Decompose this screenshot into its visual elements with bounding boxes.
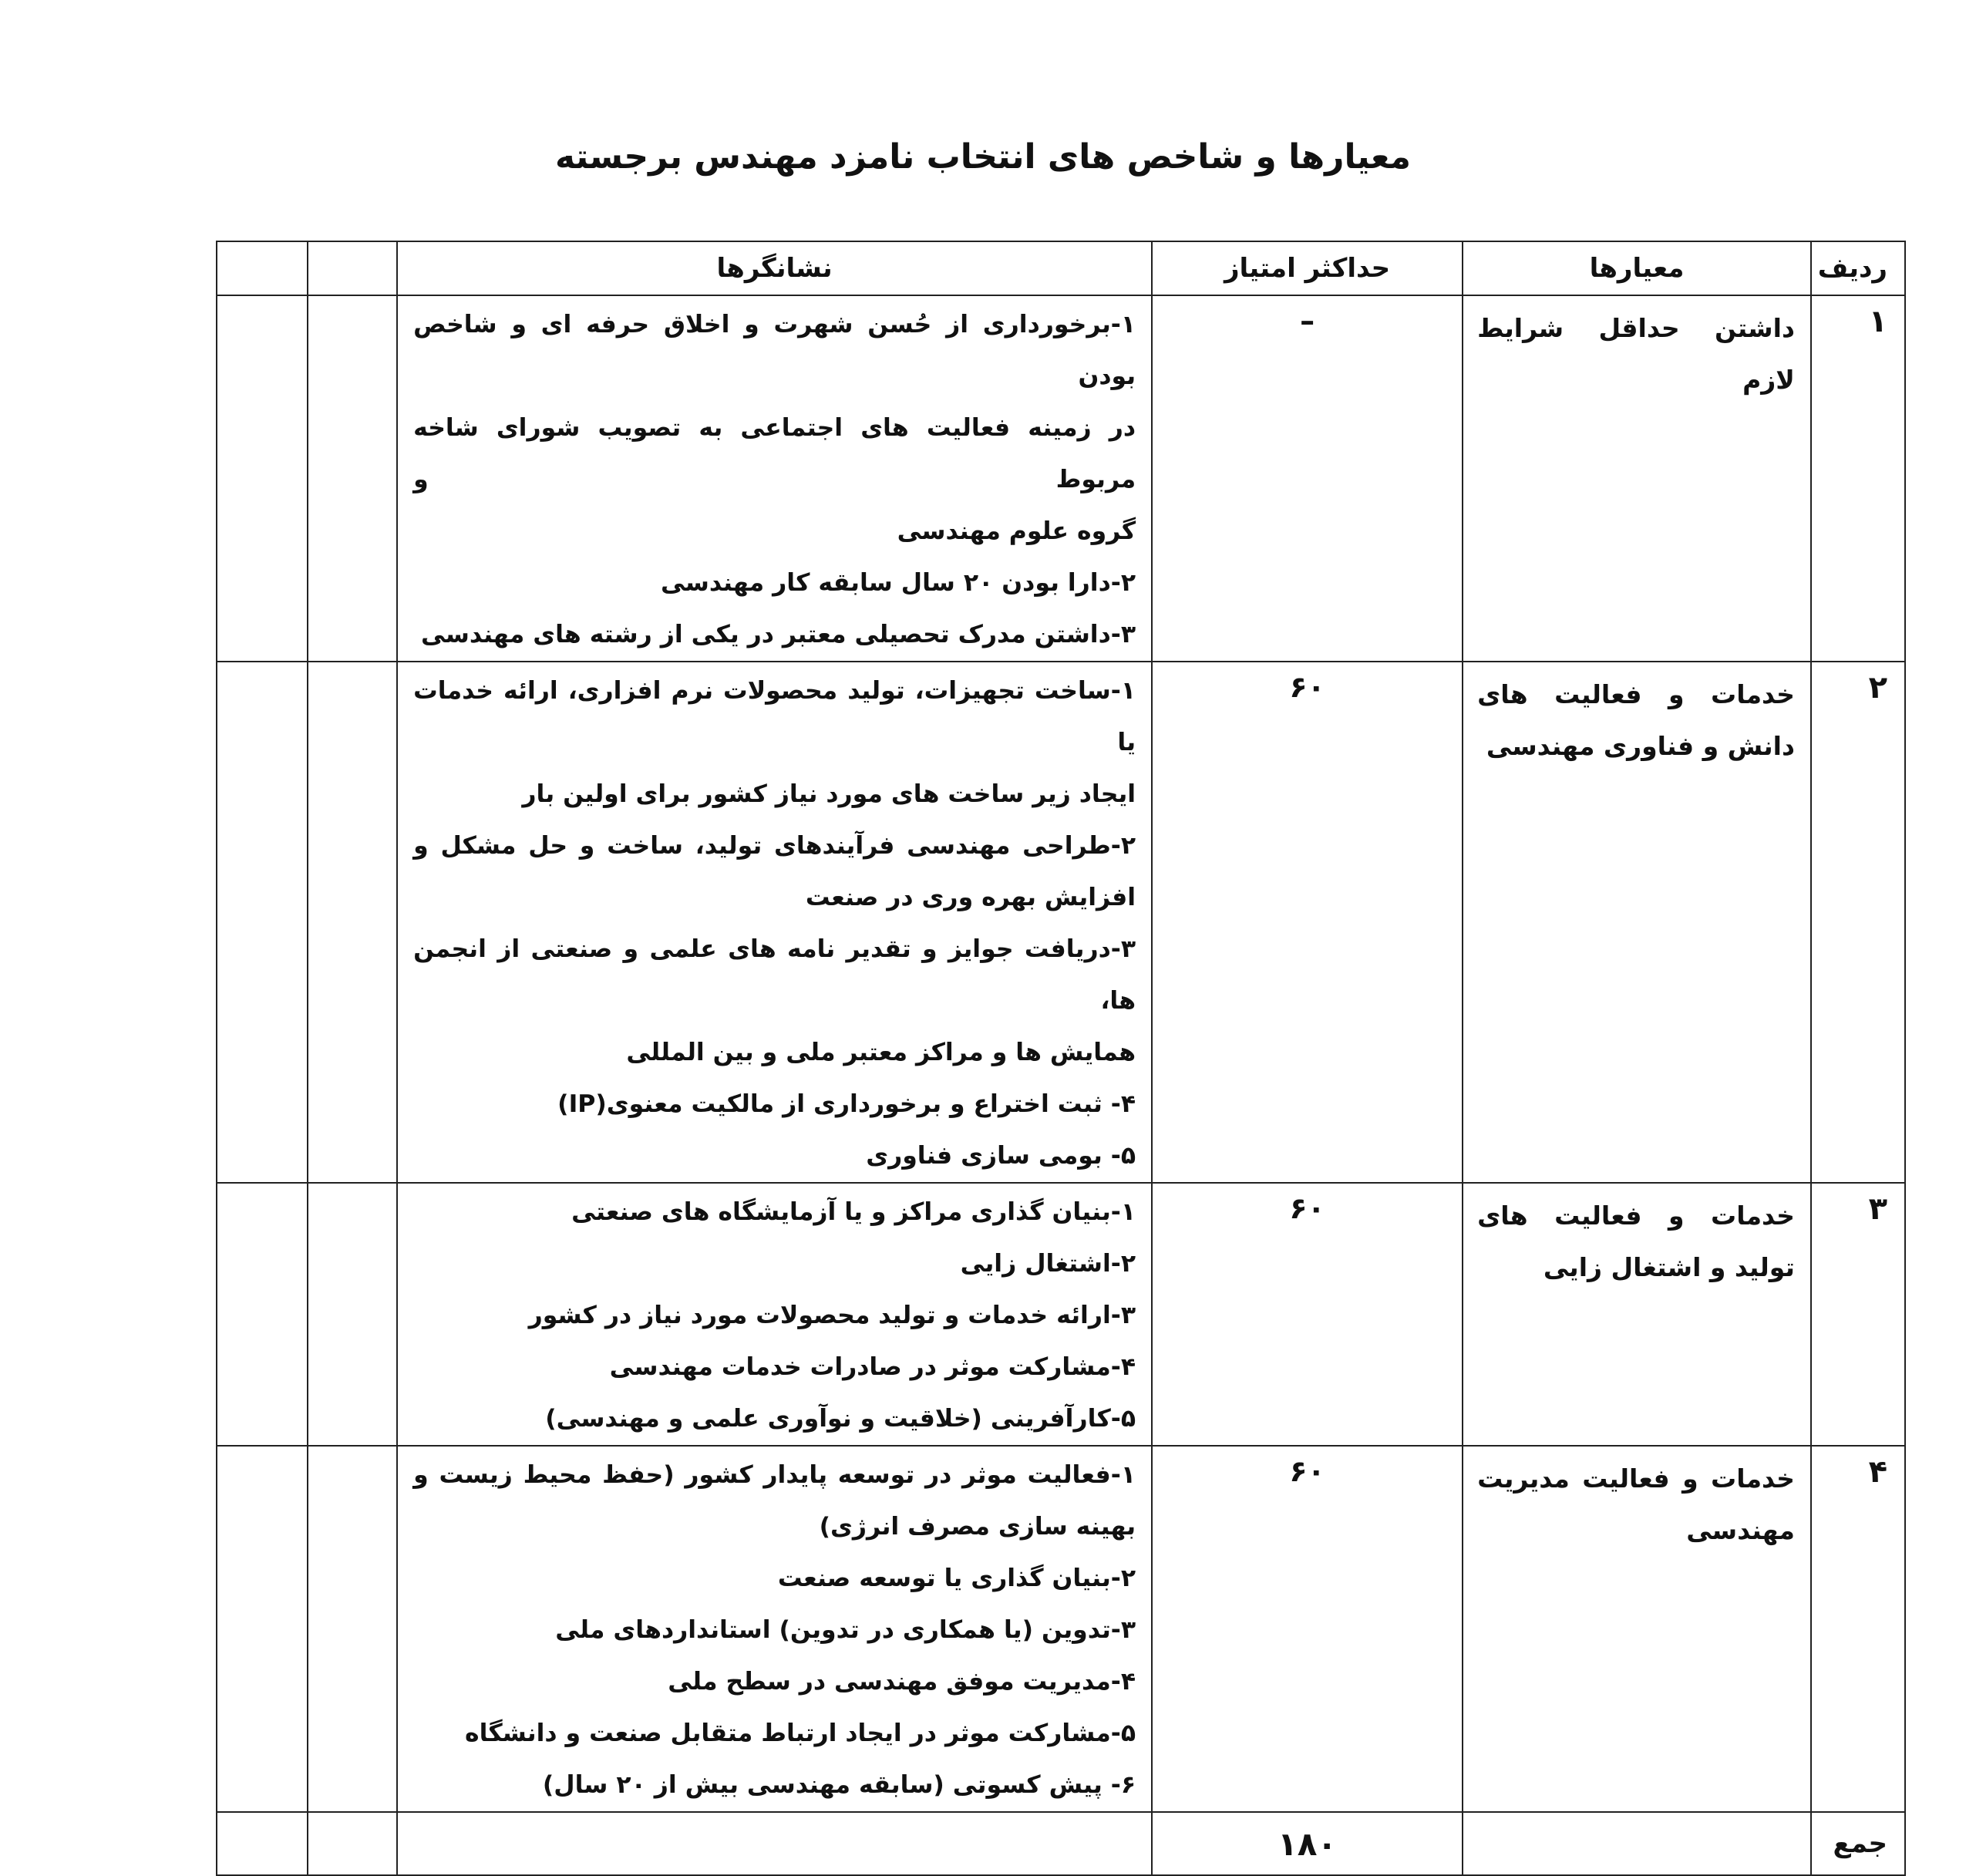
score-cell: ۶۰ <box>1152 662 1463 1183</box>
indicator-line: در زمینه فعالیت های اجتماعی به تصویب شورای شاخه مربوط و <box>413 414 1136 493</box>
empty-cell <box>308 1183 397 1446</box>
table-row <box>217 662 1905 1183</box>
score-cell: ۶۰ <box>1152 1446 1463 1812</box>
header-extra-2 <box>217 241 308 295</box>
indicator-line: گروه علوم مهندسی <box>897 517 1136 545</box>
empty-cell <box>217 295 308 662</box>
table-row <box>217 1183 1905 1446</box>
empty-cell <box>1463 1812 1811 1875</box>
indicator-line: ۵- بومی سازی فناوری <box>866 1142 1136 1170</box>
row-number: ۳ <box>1811 1183 1905 1446</box>
indicator-line: ۲-طراحی مهندسی فرآیندهای تولید، ساخت و حل مشکل و <box>413 832 1136 860</box>
empty-cell <box>217 1446 308 1812</box>
header-criteria: معیارها <box>1463 241 1811 295</box>
indicator-line: ۴- ثبت اختراع و برخورداری از مالکیت معنوی(IP) <box>557 1090 1136 1118</box>
empty-cell <box>308 1812 397 1875</box>
score-cell: – <box>1152 295 1463 662</box>
header-max-score: حداکثر امتیاز <box>1152 241 1463 295</box>
table-row <box>217 1446 1905 1812</box>
empty-cell <box>308 295 397 662</box>
criteria-table <box>216 241 1906 1876</box>
indicator-line: ۵-کارآفرینی (خلاقیت و نوآوری علمی و مهندسی) <box>545 1405 1136 1433</box>
indicator-line: ۱-ساخت تجهیزات، تولید محصولات نرم افزاری، ارائه خدمات یا <box>413 677 1136 756</box>
criteria-cell: داشتن حداقل شرایط لازم <box>1463 295 1811 662</box>
empty-cell <box>217 1812 308 1875</box>
indicator-line: ایجاد زیر ساخت های مورد نیاز کشور برای اولین بار <box>522 780 1136 808</box>
indicator-line: ۳-ارائه خدمات و تولید محصولات مورد نیاز در کشور <box>528 1302 1136 1329</box>
indicator-line: ۱-برخورداری از حُسن شهرت و اخلاق حرفه ای و شاخص بودن <box>413 311 1136 390</box>
indicator-line: ۴-مشارکت موثر در صادرات خدمات مهندسی <box>609 1353 1136 1381</box>
row-number: ۲ <box>1811 662 1905 1183</box>
indicator-line: همایش ها و مراکز معتبر ملی و بین المللی <box>626 1039 1136 1066</box>
header-extra-1 <box>308 241 397 295</box>
indicators-cell <box>397 295 1152 662</box>
criteria-cell: خدمات و فعالیت های تولید و اشتغال زایی <box>1463 1183 1811 1446</box>
row-number: ۱ <box>1811 295 1905 662</box>
indicator-line: ۳-دریافت جوایز و تقدیر نامه های علمی و صنعتی از انجمن ها، <box>413 935 1136 1015</box>
header-row-number: ردیف <box>1811 241 1905 295</box>
total-row <box>217 1812 1905 1875</box>
indicator-line: ۲-دارا بودن ۲۰ سال سابقه کار مهندسی <box>660 569 1136 597</box>
criteria-cell: خدمات و فعالیت های دانش و فناوری مهندسی <box>1463 662 1811 1183</box>
empty-cell <box>308 662 397 1183</box>
indicators-cell <box>397 1183 1152 1446</box>
score-cell: ۶۰ <box>1152 1183 1463 1446</box>
indicator-line: بهینه سازی مصرف انرژی) <box>819 1513 1136 1541</box>
indicator-line: ۲-اشتغال زایی <box>960 1250 1136 1278</box>
indicator-line: ۴-مدیریت موفق مهندسی در سطح ملی <box>668 1668 1136 1696</box>
page-title: معیارها و شاخص های انتخاب نامزد مهندس برجسته <box>554 137 1412 177</box>
indicators-cell <box>397 1446 1152 1812</box>
empty-cell <box>217 662 308 1183</box>
total-score: ۱۸۰ <box>1152 1812 1463 1875</box>
criteria-cell: خدمات و فعالیت مدیریت مهندسی <box>1463 1446 1811 1812</box>
indicator-line: ۲-بنیان گذاری یا توسعه صنعت <box>777 1564 1136 1592</box>
empty-cell <box>397 1812 1152 1875</box>
indicator-line: افزایش بهره وری در صنعت <box>805 884 1136 911</box>
indicator-line: ۵-مشارکت موثر در ایجاد ارتباط متقابل صنعت و دانشگاه <box>465 1719 1136 1747</box>
row-number: ۴ <box>1811 1446 1905 1812</box>
total-label: جمع <box>1811 1812 1905 1875</box>
indicator-line: ۳-تدوین (یا همکاری در تدوین) استانداردهای ملی <box>555 1616 1136 1644</box>
indicators-cell <box>397 662 1152 1183</box>
empty-cell <box>217 1183 308 1446</box>
table-row <box>217 295 1905 662</box>
indicator-line: ۳-داشتن مدرک تحصیلی معتبر در یکی از رشته های مهندسی <box>421 621 1136 648</box>
empty-cell <box>308 1446 397 1812</box>
table-header-row <box>217 241 1905 295</box>
indicator-line: ۱-فعالیت موثر در توسعه پایدار کشور (حفظ محیط زیست و <box>413 1461 1136 1489</box>
header-indicators: نشانگرها <box>397 241 1152 295</box>
indicator-line: ۱-بنیان گذاری مراکز و یا آزمایشگاه های صنعتی <box>571 1198 1136 1226</box>
indicator-line: ۶- پیش کسوتی (سابقه مهندسی بیش از ۲۰ سال) <box>542 1771 1136 1799</box>
